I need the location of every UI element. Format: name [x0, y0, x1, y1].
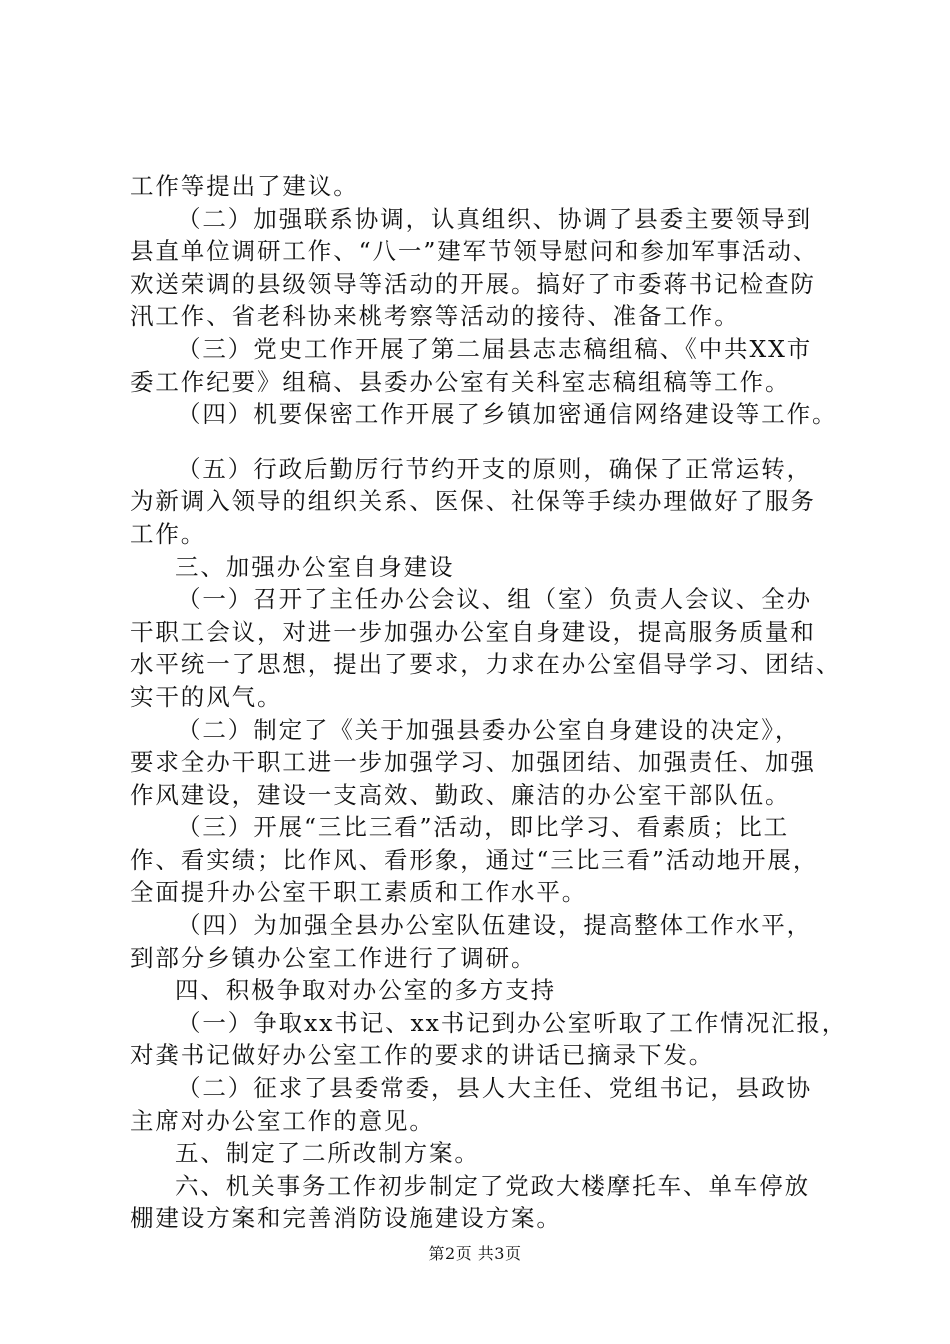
section-heading: 三、加强办公室自身建设 [175, 552, 455, 581]
text-line: 作风建设，建设一支高效、勤政、廉洁的办公室干部队伍。 [130, 780, 791, 809]
text-line: 工作。 [130, 519, 207, 548]
document-body [130, 170, 860, 1235]
paragraph-first-line: （一）争取xx书记、xx书记到办公室听取了工作情况汇报， [177, 1008, 848, 1037]
paragraph-first-line: （二）制定了《关于加强县委办公室自身建设的决定》， [177, 715, 801, 744]
text-line: 委工作纪要》组稿、县委办公室有关科室志稿组稿等工作。 [130, 367, 791, 396]
paragraph-first-line: （四）为加强全县办公室队伍建设，提高整体工作水平， [177, 911, 812, 940]
section-heading: 六、机关事务工作初步制定了党政大楼摩托车、单车停放 [175, 1171, 810, 1200]
paragraph-first-line: （三）党史工作开展了第二届县志志稿组稿、《中共XX市 [177, 334, 813, 363]
text-line: 为新调入领导的组织关系、医保、社保等手续办理做好了服务 [130, 487, 816, 516]
text-line: 主席对办公室工作的意见。 [130, 1106, 435, 1135]
text-line: 到部分乡镇办公室工作进行了调研。 [130, 943, 537, 972]
text-line: 对龚书记做好办公室工作的要求的讲话已摘录下发。 [130, 1041, 715, 1070]
paragraph-first-line: （一）召开了主任办公会议、组（室）负责人会议、全办 [177, 585, 812, 614]
section-heading: 四、积极争取对办公室的多方支持 [175, 976, 556, 1005]
paragraph-first-line: （二）加强联系协调，认真组织、协调了县委主要领导到 [177, 204, 812, 233]
text-line: 工作等提出了建议。 [130, 172, 359, 200]
text-line: 实干的风气。 [130, 682, 283, 711]
section-heading: 五、制定了二所改制方案。 [175, 1139, 480, 1168]
paragraph-first-line: （二）征求了县委常委，县人大主任、党组书记，县政协 [177, 1074, 812, 1103]
text-line: 干职工会议，对进一步加强办公室自身建设，提高服务质量和 [130, 617, 816, 646]
text-line: 要求全办干职工进一步加强学习、加强团结、加强责任、加强 [130, 748, 816, 777]
paragraph-first-line: （三）开展“三比三看”活动，即比学习、看素质；比工 [177, 813, 790, 842]
paragraph-first-line: （四）机要保密工作开展了乡镇加密通信网络建设等工作。 [177, 400, 838, 429]
text-line: 全面提升办公室干职工素质和工作水平。 [130, 878, 588, 907]
text-line: 县直单位调研工作、“八一”建军节领导慰问和参加军事活动、 [130, 237, 819, 266]
text-line: 棚建设方案和完善消防设施建设方案。 [130, 1204, 562, 1233]
text-line: 欢送荣调的县级领导等活动的开展。搞好了市委蒋书记检查防 [130, 269, 816, 298]
text-line: 汛工作、省老科协来桃考察等活动的接待、准备工作。 [130, 302, 740, 331]
paragraph-gap [130, 431, 860, 453]
paragraph-first-line: （五）行政后勤厉行节约开支的原则，确保了正常运转， [177, 454, 812, 483]
text-line: 作、看实绩；比作风、看形象，通过“三比三看”活动地开展， [130, 845, 819, 874]
page-number-footer: 第2页 共3页 [428, 1244, 522, 1263]
text-line: 水平统一了思想，提出了要求，力求在办公室倡导学习、团结、 [130, 650, 842, 679]
